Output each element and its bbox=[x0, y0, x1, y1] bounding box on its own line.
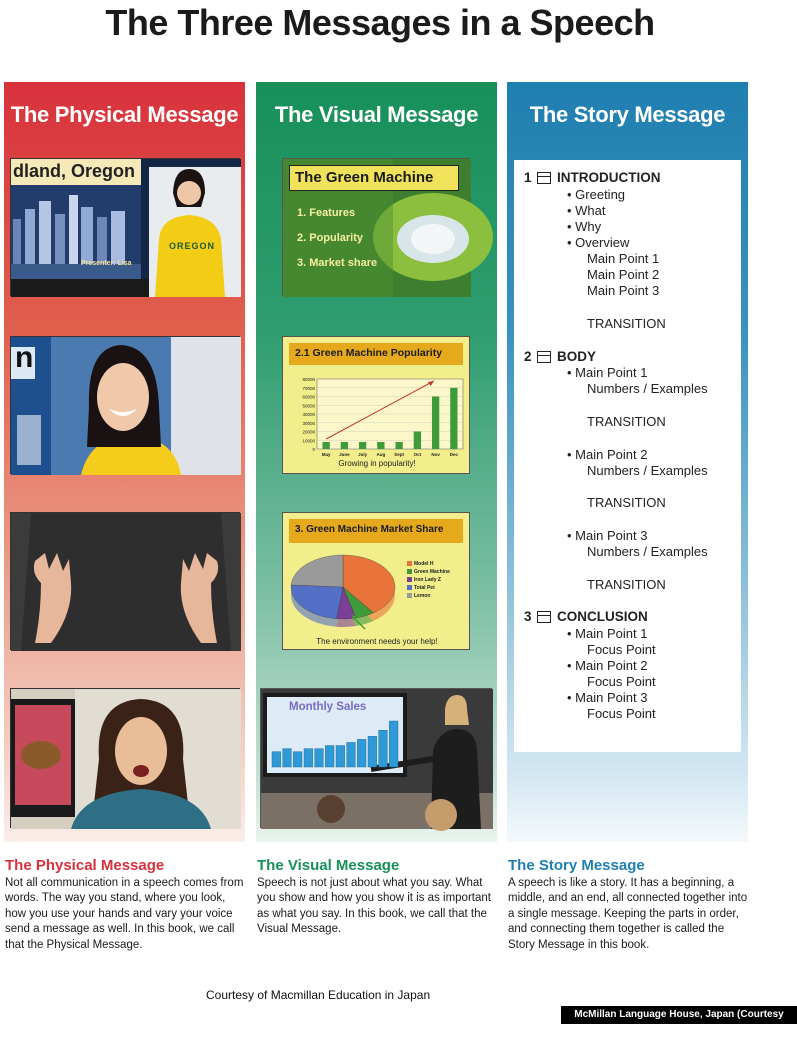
x-tick-label: June bbox=[339, 452, 350, 457]
legend-swatch bbox=[407, 561, 412, 566]
bar bbox=[341, 442, 348, 449]
speech-outline-panel bbox=[514, 160, 741, 752]
x-tick-label: Aug bbox=[376, 452, 386, 457]
y-tick-label: 60000 bbox=[302, 394, 315, 400]
pie-slice bbox=[291, 585, 343, 619]
x-tick-label: Sept bbox=[394, 452, 405, 457]
slide-market-share-chart bbox=[282, 512, 470, 650]
pie-slice bbox=[291, 555, 343, 587]
bar bbox=[414, 432, 421, 450]
section-body-label: BODY bbox=[557, 349, 597, 364]
slide-popularity-chart bbox=[282, 336, 470, 474]
section-1-number: 1 bbox=[524, 170, 532, 185]
visual-message-column bbox=[256, 82, 497, 842]
body-examples-2: Numbers / Examples bbox=[587, 463, 708, 478]
bar bbox=[272, 752, 281, 767]
x-tick-label: Dec bbox=[449, 452, 459, 457]
conclusion-focus-3: Focus Point bbox=[587, 706, 656, 721]
transition-4: TRANSITION bbox=[587, 577, 666, 592]
story-message-header: The Story Message bbox=[529, 102, 726, 127]
overview-main-point-1: Main Point 1 bbox=[587, 251, 660, 266]
bar bbox=[315, 749, 324, 767]
legend-label: Green Machine bbox=[414, 569, 450, 575]
intro-item-what: • What bbox=[567, 203, 606, 218]
bar bbox=[347, 742, 356, 767]
visual-message-header: The Visual Message bbox=[274, 102, 479, 127]
conclusion-main-point-2: • Main Point 2 bbox=[567, 658, 648, 673]
bar bbox=[325, 746, 334, 767]
body-examples-1: Numbers / Examples bbox=[587, 381, 708, 396]
visual-caption-text: Speech is not just about what you say. What you show and how you show it is as important as what you say. In this book, we call that the Visual Message. bbox=[257, 877, 491, 936]
y-tick-label: 20000 bbox=[302, 429, 315, 435]
bar bbox=[377, 442, 384, 449]
physical-caption-heading: The Physical Message bbox=[5, 857, 165, 874]
city-sign-text: dland, Oregon bbox=[13, 161, 136, 181]
bar bbox=[336, 746, 345, 767]
section-1-box-icon bbox=[537, 172, 551, 184]
legend-swatch bbox=[407, 569, 412, 574]
bar bbox=[304, 749, 313, 767]
slide-green-machine bbox=[282, 158, 470, 296]
bar bbox=[389, 721, 398, 767]
y-tick-label: 30000 bbox=[302, 420, 315, 426]
section-conclusion-label: CONCLUSION bbox=[557, 609, 648, 624]
x-tick-label: July bbox=[358, 452, 368, 457]
y-tick-label: 80000 bbox=[302, 377, 315, 382]
bar bbox=[368, 736, 377, 767]
body-examples-3: Numbers / Examples bbox=[587, 544, 708, 559]
slide2-caption: Growing in popularity! bbox=[338, 459, 416, 468]
conclusion-focus-1: Focus Point bbox=[587, 642, 656, 657]
page-title: The Three Messages in a Speech bbox=[105, 2, 655, 43]
legend-label: Model H bbox=[414, 561, 434, 567]
shirt-text: OREGON bbox=[169, 241, 216, 251]
section-intro-label: INTRODUCTION bbox=[557, 170, 661, 185]
slide3-caption: The environment needs your help! bbox=[316, 637, 438, 646]
y-tick-label: 0 bbox=[312, 447, 315, 452]
y-tick-label: 10000 bbox=[302, 438, 315, 444]
conclusion-main-point-1: • Main Point 1 bbox=[567, 626, 648, 641]
overview-main-point-2: Main Point 2 bbox=[587, 267, 660, 282]
photo-presenter-oregon bbox=[10, 158, 240, 296]
slide1-title: The Green Machine bbox=[295, 169, 434, 186]
slide1-item-3: 3. Market share bbox=[297, 257, 378, 269]
slide2-title: 2.1 Green Machine Popularity bbox=[295, 347, 443, 359]
slide3-title: 3. Green Machine Market Share bbox=[295, 524, 444, 535]
y-tick-label: 40000 bbox=[302, 412, 315, 417]
slide4-title: Monthly Sales bbox=[289, 701, 367, 713]
section-3-box-icon bbox=[537, 611, 551, 623]
story-message-column bbox=[507, 82, 748, 842]
story-caption-text: A speech is like a story. It has a beginning, a middle, and an end, all connected together into a single message. Keeping the parts in order, and connecting them together is called the Story Message in this book. bbox=[508, 877, 748, 951]
bar bbox=[450, 388, 457, 449]
bar bbox=[395, 442, 402, 449]
body-main-point-3: • Main Point 3 bbox=[567, 528, 648, 543]
body-main-point-2: • Main Point 2 bbox=[567, 447, 648, 462]
photo-gesturing-hands bbox=[10, 512, 240, 650]
physical-message-column bbox=[4, 82, 245, 842]
story-caption-heading: The Story Message bbox=[508, 857, 645, 874]
body-main-point-1: • Main Point 1 bbox=[567, 365, 648, 380]
legend-label: Lemon bbox=[414, 593, 431, 599]
photo-excited-speaker bbox=[10, 688, 240, 828]
conclusion-main-point-3: • Main Point 3 bbox=[567, 690, 648, 705]
legend-swatch bbox=[407, 585, 412, 590]
transition-3: TRANSITION bbox=[587, 495, 666, 510]
bar bbox=[357, 739, 366, 767]
image-credit: McMillan Language House, Japan (Courtesy Image) bbox=[561, 1006, 797, 1024]
bar bbox=[293, 752, 302, 767]
bar bbox=[379, 730, 388, 767]
photo-monthly-sales-presenter bbox=[260, 688, 492, 828]
legend-label: Total Pet bbox=[414, 585, 435, 591]
section-2-box-icon bbox=[537, 351, 551, 363]
intro-item-greeting: • Greeting bbox=[567, 187, 626, 202]
presenter-label: Presenter: Lisa bbox=[81, 260, 132, 267]
market-share-pie-chart bbox=[283, 547, 471, 637]
physical-caption-text: Not all communication in a speech comes from words. The way you stand, where you look, how you use your hands and vary your voice send a message as well. In this book, we call that the Physical Message. bbox=[5, 877, 244, 951]
photo-smiling-speaker bbox=[10, 336, 240, 474]
legend-label: Iron Lady Z bbox=[414, 577, 441, 583]
transition-2: TRANSITION bbox=[587, 414, 666, 429]
y-tick-label: 50000 bbox=[302, 403, 315, 409]
visual-caption-heading: The Visual Message bbox=[257, 857, 400, 874]
section-3-number: 3 bbox=[524, 609, 532, 624]
bar bbox=[283, 749, 292, 767]
slide1-item-1: 1. Features bbox=[297, 207, 356, 219]
bar bbox=[359, 442, 366, 449]
physical-message-header: The Physical Message bbox=[10, 102, 239, 127]
intro-item-overview: • Overview bbox=[567, 235, 630, 250]
courtesy-note: Courtesy of Macmillan Education in Japan bbox=[206, 988, 431, 1002]
section-2-number: 2 bbox=[524, 349, 532, 364]
x-tick-label: May bbox=[321, 452, 331, 457]
bar bbox=[432, 397, 439, 450]
x-tick-label: Oct bbox=[413, 452, 422, 457]
transition-1: TRANSITION bbox=[587, 316, 666, 331]
legend-swatch bbox=[407, 577, 412, 582]
slide1-item-2: 2. Popularity bbox=[297, 232, 364, 244]
conclusion-focus-2: Focus Point bbox=[587, 674, 656, 689]
monthly-sales-bar-chart bbox=[271, 719, 399, 769]
overview-main-point-3: Main Point 3 bbox=[587, 283, 660, 298]
bar bbox=[322, 442, 329, 449]
legend-swatch bbox=[407, 593, 412, 598]
x-tick-label: Nov bbox=[431, 452, 440, 457]
intro-item-why: • Why bbox=[567, 219, 602, 234]
y-tick-label: 70000 bbox=[302, 385, 315, 391]
sign-fragment: n bbox=[15, 341, 34, 374]
